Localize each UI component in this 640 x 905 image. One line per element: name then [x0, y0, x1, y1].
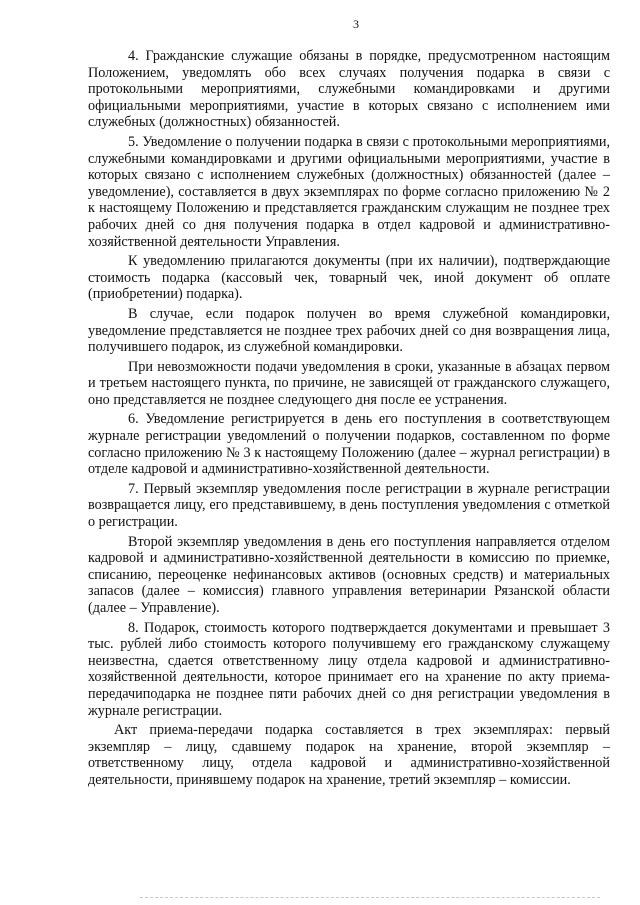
paragraph-attachments: К уведомлению прилагаются документы (при их наличии), подтверждающие стоимость подарка (кассовый чек, товарный чек, иной документ об оплате (приобретении) подарка).: [88, 253, 610, 303]
paragraph-item-6: 6. Уведомление регистрируется в день его поступления в соответствующем журнале регистрации уведомлений о получении подарков, составленном по форме согласно приложению № 3 к настоящему Положению (далее – журнал регистрации) в отделе кадровой и административно-хозяйственной деятельности.: [88, 411, 610, 478]
paragraph-second-copy: Второй экземпляр уведомления в день его поступления направляется отделом кадровой и административно-хозяйственной деятельности в комиссию по приемке, списанию, переоценке нефинансовых активов (основных средств) и материальных запасов (далее – комиссия) главного управления ветеринарии Рязанской области (далее – Управление).: [88, 533, 610, 616]
paragraph-item-8: 8. Подарок, стоимость которого подтверждается документами и превышает 3 тыс. рублей либо стоимость которого получившему его гражданскому служащему неизвестна, сдается ответственному лицу отдела кадровой и административно-хозяйственной деятельности, которое принимает его на хранение по акту приема-передачиподарка не позднее пяти рабочих дней со дня регистрации уведомления в журнале регистрации.: [88, 619, 610, 719]
page-number: 3: [353, 17, 359, 31]
paragraph-item-5: 5. Уведомление о получении подарка в связи с протокольными мероприятиями, служебными командировками и другими официальными мероприятиями, участие в которых связано с исполнением служебных (должностных) обязанностей (далее – уведомление), составляется в двух экземплярах по форме согласно приложению № 2 к настоящему Положению и представляется гражданским служащим не позднее трех рабочих дней со дня получения подарка в отдел кадровой и административно-хозяйственной деятельности Управления.: [88, 133, 610, 250]
paragraph-item-7: 7. Первый экземпляр уведомления после регистрации в журнале регистрации возвращается лицу, его представившему, в день поступления уведомления с отметкой о регистрации.: [88, 480, 610, 531]
paragraph-impossibility: При невозможности подачи уведомления в сроки, указанные в абзацах первом и третьем настоящего пункта, по причине, не зависящей от гражданского служащего, оно представляется не позднее следующего дня после ее устранения.: [88, 358, 610, 408]
paragraph-item-4: 4. Гражданские служащие обязаны в порядке, предусмотренном настоящим Положением, уведомлять обо всех случаях получения подарка в связи с протокольными мероприятиями, служебными командировками и другими официальными мероприятиями, участие в которых связано с исполнением ими служебных (должностных) обязанностей.: [88, 48, 610, 131]
paragraph-transfer-act: Акт приема-передачи подарка составляется в трех экземплярах: первый экземпляр – лицу, сдавшему подарок на хранение, второй экземпляр – ответственному лицу, отдела кадровой и административно-хозяйственной деятельности, принявшему подарок на хранение, третий экземпляр – комиссии.: [88, 722, 610, 788]
paragraph-business-trip: В случае, если подарок получен во время служебной командировки, уведомление представляется не позднее трех рабочих дней со дня возвращения лица, получившего подарок, из служебной командировки.: [88, 305, 610, 356]
page-bottom-divider: [140, 897, 600, 898]
